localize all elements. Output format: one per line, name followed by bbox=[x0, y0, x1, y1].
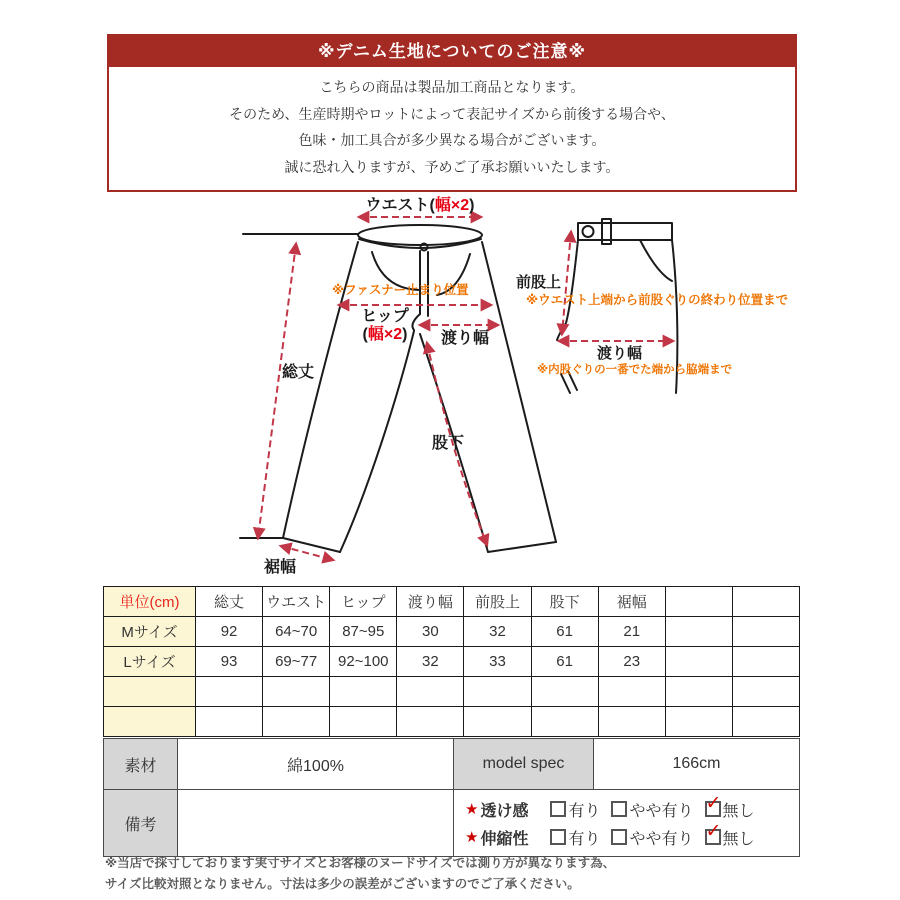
checkbox-unchecked-icon bbox=[550, 829, 566, 845]
red-check-icon: ✓ bbox=[705, 793, 722, 814]
size-cell: 23 bbox=[598, 647, 665, 677]
footer-note-line: サイズ比較対照となりません。寸法は多少の誤差がございますのでご了承ください。 bbox=[105, 877, 580, 891]
checkbox-checked-icon bbox=[705, 793, 722, 817]
check-option: やや有り bbox=[611, 798, 693, 821]
size-row-label: Lサイズ bbox=[104, 647, 196, 677]
inseam-label: 股下 bbox=[432, 435, 465, 452]
size-table-header-row bbox=[104, 587, 800, 617]
waist-label: ウエスト(幅×2) bbox=[365, 197, 475, 214]
size-row-label bbox=[104, 677, 196, 707]
check-area-cell bbox=[454, 790, 800, 857]
check-lines bbox=[455, 791, 798, 855]
material-label-cell: 素材 bbox=[104, 739, 178, 790]
footer-notes bbox=[105, 853, 615, 895]
size-cell: 87~95 bbox=[330, 617, 397, 647]
star-icon: ★ bbox=[465, 829, 479, 846]
size-cell: 64~70 bbox=[263, 617, 330, 647]
spec-table bbox=[103, 738, 800, 857]
pants-front-drawing bbox=[240, 225, 556, 552]
total-length-label: 総丈 bbox=[282, 364, 315, 381]
col-header: 総丈 bbox=[196, 587, 263, 617]
size-cell: 21 bbox=[598, 617, 665, 647]
size-cell: 32 bbox=[464, 617, 531, 647]
size-row-label bbox=[104, 707, 196, 737]
side-waistband bbox=[578, 223, 672, 240]
check-name: 伸縮性 bbox=[480, 830, 529, 848]
total-length-arrow bbox=[258, 244, 296, 538]
notice-line: 誠に恐れ入りますが、予めご了承お願いいたします。 bbox=[284, 158, 620, 175]
checkbox-checked-icon bbox=[705, 821, 722, 845]
size-row-empty bbox=[104, 707, 800, 737]
size-cell bbox=[665, 617, 732, 647]
col-header: 渡り幅 bbox=[397, 587, 464, 617]
col-header: 股下 bbox=[531, 587, 598, 617]
size-cell: 61 bbox=[531, 647, 598, 677]
measurement-diagram bbox=[0, 190, 900, 590]
front-rise-label: 前股上 bbox=[516, 274, 562, 291]
hem-width-label: 裾幅 bbox=[264, 559, 297, 576]
pants-measurement-svg bbox=[0, 190, 900, 590]
check-option: ✓ 無し bbox=[705, 793, 755, 820]
side-thigh-width-note: ※内股ぐりの一番でた端から脇端まで bbox=[537, 364, 733, 376]
size-cell bbox=[732, 647, 799, 677]
model-spec-value-cell: 166cm bbox=[594, 739, 800, 790]
size-cell: 69~77 bbox=[263, 647, 330, 677]
material-row bbox=[104, 739, 800, 790]
notice-body bbox=[109, 67, 795, 190]
size-cell: 93 bbox=[196, 647, 263, 677]
side-pocket-curve bbox=[640, 240, 672, 281]
hip-label: ヒップ bbox=[361, 308, 409, 325]
notes-row bbox=[104, 790, 800, 857]
size-row-m bbox=[104, 617, 800, 647]
size-table bbox=[103, 586, 800, 737]
size-cell bbox=[665, 647, 732, 677]
size-row-empty bbox=[104, 677, 800, 707]
col-header: 裾幅 bbox=[598, 587, 665, 617]
notes-empty-cell bbox=[178, 790, 454, 857]
col-header: 前股上 bbox=[464, 587, 531, 617]
col-header bbox=[665, 587, 732, 617]
unit-cell: 単位(cm) bbox=[104, 587, 196, 617]
left-inner-seam bbox=[340, 331, 414, 552]
fly-stop-hook bbox=[412, 314, 420, 330]
notes-label-cell: 備考 bbox=[104, 790, 178, 857]
check-line-sheerness bbox=[465, 793, 798, 821]
check-option: ✓ 無し bbox=[705, 821, 755, 848]
notice-line: 色味・加工具合が多少異なる場合がございます。 bbox=[298, 132, 606, 148]
checkbox-unchecked-icon bbox=[550, 801, 566, 817]
col-header: ヒップ bbox=[330, 587, 397, 617]
size-row-l bbox=[104, 647, 800, 677]
check-option: 有り bbox=[550, 826, 600, 849]
denim-notice-box bbox=[107, 34, 797, 192]
check-option: 有り bbox=[550, 798, 600, 821]
side-button bbox=[583, 226, 594, 237]
col-header bbox=[732, 587, 799, 617]
size-row-label: Mサイズ bbox=[104, 617, 196, 647]
left-hem bbox=[283, 538, 340, 552]
check-name: 透け感 bbox=[480, 802, 529, 820]
notice-line: そのため、生産時期やロットによって表記サイズから前後する場合や、 bbox=[229, 105, 675, 122]
notice-line: こちらの商品は製品加工商品となります。 bbox=[319, 79, 585, 95]
thigh-width-label: 渡り幅 bbox=[441, 330, 490, 347]
model-spec-label-cell: model spec bbox=[454, 739, 594, 790]
notice-title: ※デニム生地についてのご注意※ bbox=[109, 36, 795, 67]
size-cell: 92~100 bbox=[330, 647, 397, 677]
size-cell: 92 bbox=[196, 617, 263, 647]
zipper-stop-note: ※ファスナー止まり位置 bbox=[332, 283, 469, 297]
waistband bbox=[358, 225, 482, 245]
size-cell bbox=[732, 617, 799, 647]
col-header: ウエスト bbox=[263, 587, 330, 617]
star-icon: ★ bbox=[465, 801, 479, 818]
front-rise-note: ※ウエスト上端から前股ぐりの終わり位置まで bbox=[526, 293, 789, 307]
checkbox-unchecked-icon bbox=[611, 829, 627, 845]
size-cell: 32 bbox=[397, 647, 464, 677]
size-cell: 33 bbox=[464, 647, 531, 677]
hip-label-line2: (幅×2) bbox=[362, 326, 408, 343]
material-value-cell: 綿100% bbox=[178, 739, 454, 790]
size-cell: 30 bbox=[397, 617, 464, 647]
check-option: やや有り bbox=[611, 826, 693, 849]
red-check-icon: ✓ bbox=[705, 821, 722, 842]
side-thigh-width-label: 渡り幅 bbox=[597, 345, 643, 362]
size-cell: 61 bbox=[531, 617, 598, 647]
checkbox-unchecked-icon bbox=[611, 801, 627, 817]
footer-note-line: ※当店で採寸しております実寸サイズとお客様のヌードサイズでは測り方が異なります為、 bbox=[105, 856, 616, 870]
side-inseam-line bbox=[561, 374, 570, 393]
check-line-stretch bbox=[465, 821, 798, 849]
right-hem bbox=[488, 542, 556, 552]
